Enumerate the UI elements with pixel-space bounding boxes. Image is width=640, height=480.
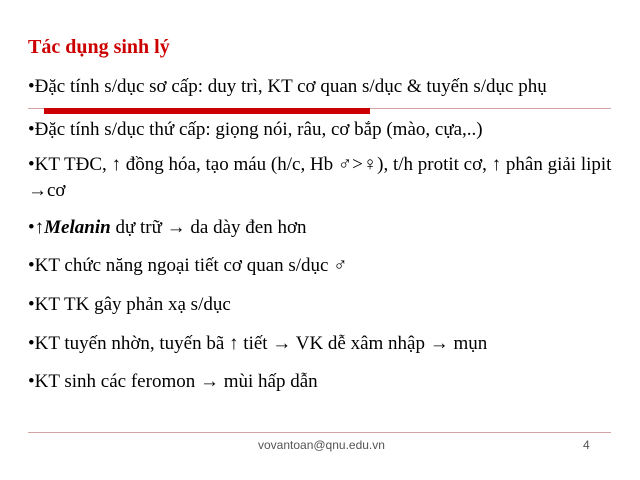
bullet-6: •KT TK gây phản xạ s/dục xyxy=(28,294,231,315)
bullet-7: •KT tuyến nhờn, tuyến bã ↑ tiết → VK dễ xâm nhập → mụn xyxy=(28,333,488,354)
footer-email: vovantoan@qnu.edu.vn xyxy=(258,438,385,452)
bottom-rule xyxy=(28,432,611,433)
bullet-8: •KT sinh các feromon → mùi hấp dẫn xyxy=(28,371,318,392)
bullet-1: •Đặc tính s/dục sơ cấp: duy trì, KT cơ quan s/dục & tuyến s/dục phụ xyxy=(28,76,547,97)
slide-title: Tác dụng sinh lý xyxy=(28,36,170,58)
bullet-5: •KT chức năng ngoại tiết cơ quan s/dục ♂ xyxy=(28,255,348,276)
melanin-term: Melanin xyxy=(44,217,111,238)
bullet-4-prefix: •↑ xyxy=(28,217,45,238)
bullet-2: •Đặc tính s/dục thứ cấp: giọng nói, râu, cơ bắp (mào, cựa,..) xyxy=(28,119,483,140)
bullet-4 xyxy=(28,215,618,241)
page-number: 4 xyxy=(583,438,590,452)
bullet-4-rest: dự trữ → da dày đen hơn xyxy=(110,217,307,238)
bullet-3: •KT TĐC, ↑ đồng hóa, tạo máu (h/c, Hb ♂>♀), t/h protit cơ, ↑ phân giải lipit →cơ xyxy=(28,154,612,201)
accent-bar xyxy=(44,108,370,114)
